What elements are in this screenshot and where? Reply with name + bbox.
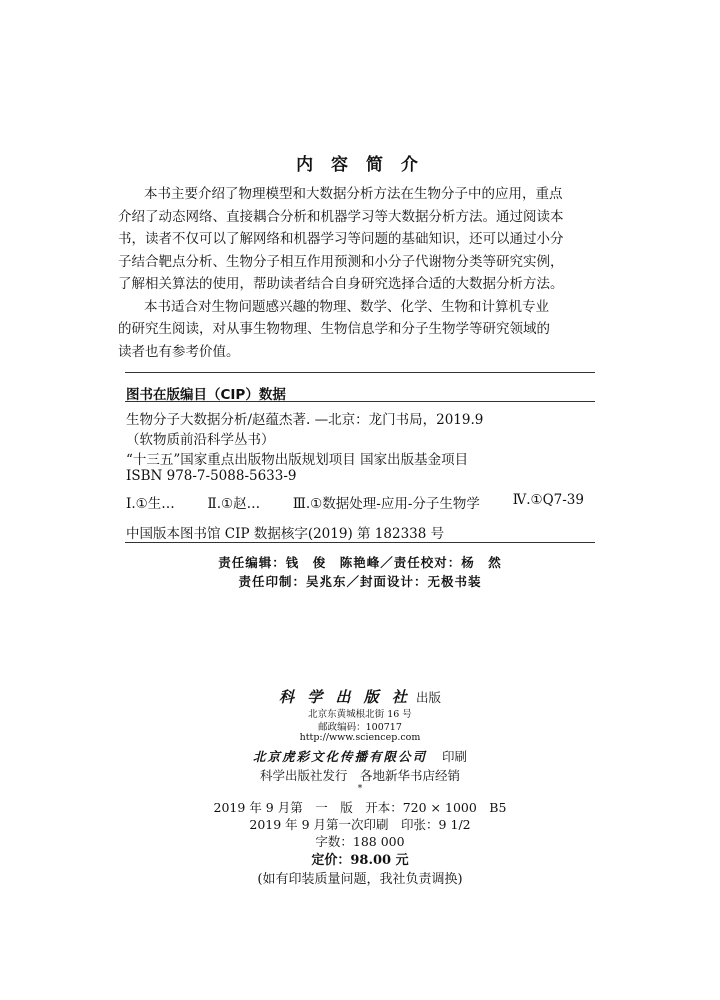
printer-name: 北京虎彩文化传播有限公司	[252, 749, 427, 764]
publisher-postcode: 邮政编码：100717	[318, 722, 402, 733]
publisher-address: 北京东黄城根北街 16 号	[308, 709, 412, 720]
summary-p1-line-2: 介绍了动态网络、直接耦合分析和机器学习等大数据分析方法。通过阅读本	[118, 208, 564, 225]
summary-p1-line-3: 书，读者不仅可以了解网络和机器学习等问题的基础知识，还可以通过小分	[118, 231, 564, 247]
summary-p1-line-5: 了解相关算法的使用，帮助读者结合自身研究选择合适的大数据分析方法。	[118, 276, 564, 292]
publisher-suffix: 出版	[415, 690, 441, 705]
publisher-line	[0, 686, 720, 707]
summary-title: 内 容 简 介	[296, 155, 424, 175]
cip-heading-rule	[125, 401, 595, 402]
publisher-name: 科 学 出 版 社	[279, 688, 411, 706]
separator-star: *	[357, 784, 363, 794]
publisher-website: http://www.sciencep.com	[299, 732, 421, 743]
summary-p1-line-1: 本书主要介绍了物理模型和大数据分析方法在生物分子中的应用，重点	[144, 186, 563, 202]
credits-editors: 责任编辑：钱 俊 陈艳峰／责任校对：杨 然	[218, 555, 502, 570]
summary-p2-line-3: 读者也有参考价值。	[118, 343, 240, 360]
cip-classification	[126, 492, 584, 512]
summary-body	[118, 183, 600, 363]
cip-top-rule	[125, 372, 595, 373]
price: 定价：98.00 元	[311, 853, 409, 868]
credits-production: 责任印制：吴兆东／封面设计：无极书装	[238, 574, 482, 589]
printer-line	[0, 746, 720, 765]
summary-p1-line-4: 子结合靶点分析、生物分子相互作用预测和小分子代谢物分类等研究实例，	[118, 253, 564, 270]
summary-p2-line-2: 的研究生阅读，对从事生物物理、生物信息学和分子生物学等研究领域的	[118, 321, 550, 337]
cip-record-number: 中国版本图书馆 CIP 数据核字(2019) 第 182338 号	[126, 526, 445, 542]
cip-line-2: （软物质前沿科学丛书）	[126, 432, 275, 448]
summary-p2-line-1: 本书适合对生物问题感兴趣的物理、数学、化学、生物和计算机专业	[144, 298, 549, 315]
quality-note: (如有印装质量问题，我社负责调换)	[257, 872, 463, 887]
cip-class-4: Ⅳ.①Q7-39	[512, 492, 584, 508]
printing-line: 2019 年 9 月第一次印刷 印张：9 1/2	[249, 817, 471, 832]
cip-class-2: Ⅱ.①赵…	[207, 496, 261, 512]
cip-class-1: Ⅰ.①生…	[126, 496, 175, 512]
cip-line-1: 生物分子大数据分析/赵蕴杰著. —北京：龙门书局，2019.9	[126, 412, 484, 428]
word-count: 字数：188 000	[315, 834, 405, 849]
printer-suffix: 印刷	[442, 749, 468, 764]
cip-class-3: Ⅲ.①数据处理-应用-分子生物学	[292, 496, 480, 512]
distribution-line: 科学出版社发行 各地新华书店经销	[259, 768, 460, 783]
cip-isbn: ISBN 978-7-5088-5633-9	[126, 468, 297, 484]
cip-line-3: “十三五”国家重点出版物出版规划项目 国家出版基金项目	[126, 452, 469, 468]
cip-heading: 图书在版编目（CIP）数据	[126, 387, 286, 403]
cip-bottom-rule	[125, 542, 595, 543]
edition-line: 2019 年 9 月第 一 版 开本：720 × 1000 B5	[213, 800, 507, 815]
